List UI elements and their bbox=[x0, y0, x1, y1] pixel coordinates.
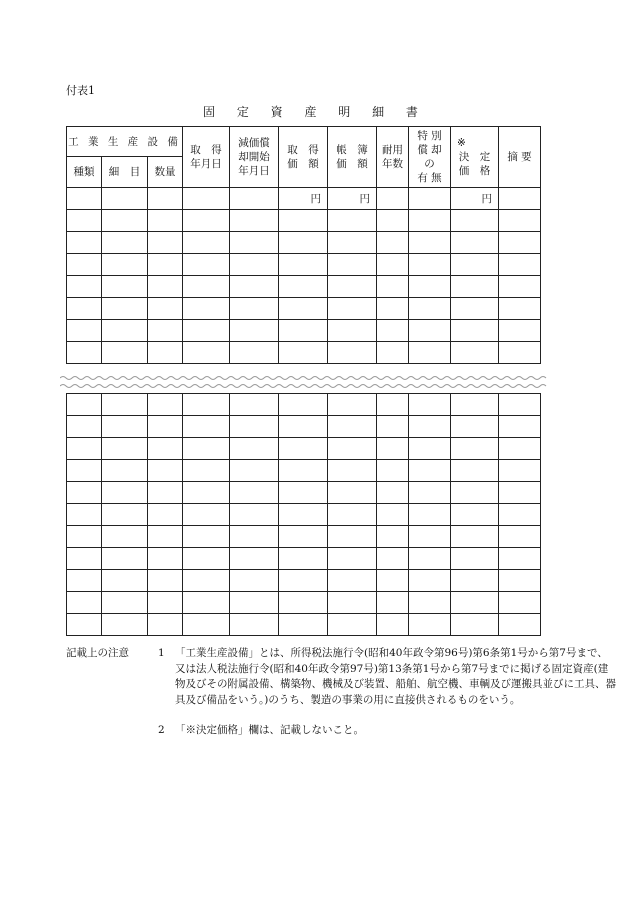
table-cell bbox=[102, 592, 148, 614]
table-cell bbox=[499, 416, 541, 438]
table-cell bbox=[183, 276, 230, 298]
table-cell bbox=[409, 394, 451, 416]
table-cell bbox=[377, 460, 409, 482]
table-cell bbox=[377, 276, 409, 298]
table-cell bbox=[183, 210, 230, 232]
table-cell bbox=[67, 614, 102, 636]
table-cell bbox=[279, 526, 328, 548]
table-cell bbox=[451, 614, 499, 636]
table-cell bbox=[67, 460, 102, 482]
notes-heading: 記載上の注意 bbox=[66, 647, 129, 659]
table-cell bbox=[183, 416, 230, 438]
table-cell bbox=[148, 438, 183, 460]
table-cell bbox=[409, 526, 451, 548]
header-special-depreciation: 特 別 償 却 の 有 無 bbox=[409, 127, 451, 188]
table-cell bbox=[230, 276, 279, 298]
table-cell bbox=[230, 438, 279, 460]
table-cell bbox=[451, 276, 499, 298]
table-cell bbox=[67, 232, 102, 254]
table-cell bbox=[451, 342, 499, 364]
table-cell bbox=[279, 232, 328, 254]
table-cell bbox=[183, 232, 230, 254]
table-cell bbox=[451, 570, 499, 592]
table-cell bbox=[499, 320, 541, 342]
table-cell bbox=[499, 504, 541, 526]
table-cell bbox=[67, 438, 102, 460]
table-cell bbox=[377, 570, 409, 592]
table-cell bbox=[148, 592, 183, 614]
table-cell bbox=[377, 254, 409, 276]
table-cell bbox=[148, 276, 183, 298]
table-cell bbox=[451, 416, 499, 438]
table-cell bbox=[230, 482, 279, 504]
table-cell bbox=[183, 438, 230, 460]
table-cell bbox=[230, 188, 279, 210]
table-cell bbox=[499, 254, 541, 276]
table-cell bbox=[148, 394, 183, 416]
table-cell bbox=[409, 232, 451, 254]
table-cell bbox=[377, 210, 409, 232]
note-item bbox=[158, 723, 618, 739]
asset-table-top bbox=[66, 126, 541, 364]
table-cell bbox=[499, 482, 541, 504]
table-cell bbox=[183, 482, 230, 504]
table-cell bbox=[230, 504, 279, 526]
table-cell bbox=[377, 592, 409, 614]
table-cell bbox=[279, 460, 328, 482]
form-label: 付表1 bbox=[66, 84, 95, 97]
table-cell bbox=[409, 482, 451, 504]
table-cell bbox=[499, 298, 541, 320]
table-cell bbox=[102, 342, 148, 364]
table-cell bbox=[279, 320, 328, 342]
table-cell bbox=[377, 438, 409, 460]
table-cell bbox=[148, 342, 183, 364]
table-cell bbox=[451, 526, 499, 548]
table-cell bbox=[499, 460, 541, 482]
table-cell bbox=[409, 210, 451, 232]
table-row bbox=[67, 298, 541, 320]
table-cell bbox=[67, 482, 102, 504]
table-break-wave bbox=[60, 372, 580, 392]
table-cell bbox=[499, 592, 541, 614]
table-cell bbox=[499, 210, 541, 232]
table-cell bbox=[230, 526, 279, 548]
table-cell bbox=[102, 416, 148, 438]
table-cell bbox=[279, 438, 328, 460]
table-row bbox=[67, 342, 541, 364]
table-cell bbox=[279, 482, 328, 504]
table-cell bbox=[102, 298, 148, 320]
table-cell bbox=[377, 482, 409, 504]
table-cell bbox=[102, 438, 148, 460]
table-cell bbox=[102, 232, 148, 254]
table-cell bbox=[230, 298, 279, 320]
table-cell bbox=[183, 592, 230, 614]
table-cell bbox=[377, 614, 409, 636]
yen-unit: 円 bbox=[279, 188, 328, 210]
table-cell bbox=[451, 394, 499, 416]
header-book-value: 帳 簿 価 額 bbox=[328, 127, 377, 188]
yen-unit: 円 bbox=[451, 188, 499, 210]
header-type: 種類 bbox=[67, 157, 102, 188]
table-cell bbox=[377, 394, 409, 416]
table-cell bbox=[67, 342, 102, 364]
table-cell bbox=[279, 548, 328, 570]
table-row bbox=[67, 592, 541, 614]
table-cell bbox=[230, 548, 279, 570]
table-cell bbox=[451, 438, 499, 460]
table-cell bbox=[67, 210, 102, 232]
asset-table-bottom bbox=[66, 393, 541, 636]
table-row bbox=[67, 482, 541, 504]
table-cell bbox=[279, 254, 328, 276]
table-cell bbox=[499, 188, 541, 210]
table-cell bbox=[328, 592, 377, 614]
table-cell bbox=[67, 504, 102, 526]
header-useful-life: 耐用 年数 bbox=[377, 127, 409, 188]
table-cell bbox=[279, 342, 328, 364]
table-cell bbox=[451, 254, 499, 276]
table-cell bbox=[279, 570, 328, 592]
table-cell bbox=[183, 548, 230, 570]
table-row bbox=[67, 416, 541, 438]
table-cell bbox=[148, 548, 183, 570]
table-cell bbox=[451, 320, 499, 342]
table-cell bbox=[409, 276, 451, 298]
table-cell bbox=[451, 592, 499, 614]
table-cell bbox=[499, 394, 541, 416]
table-cell bbox=[67, 548, 102, 570]
table-cell bbox=[377, 548, 409, 570]
table-cell bbox=[377, 416, 409, 438]
table-cell bbox=[499, 438, 541, 460]
table-cell bbox=[279, 276, 328, 298]
table-cell bbox=[183, 254, 230, 276]
table-cell bbox=[377, 298, 409, 320]
table-cell bbox=[67, 320, 102, 342]
table-cell bbox=[102, 394, 148, 416]
table-cell bbox=[148, 298, 183, 320]
table-cell bbox=[230, 342, 279, 364]
note-text: 「※決定価格」欄は、記載しないこと。 bbox=[175, 724, 364, 736]
table-cell bbox=[328, 320, 377, 342]
table-cell bbox=[183, 320, 230, 342]
table-cell bbox=[148, 320, 183, 342]
table-row bbox=[67, 438, 541, 460]
table-cell bbox=[409, 342, 451, 364]
table-cell bbox=[377, 188, 409, 210]
table-cell bbox=[328, 438, 377, 460]
table-cell bbox=[409, 320, 451, 342]
table-cell bbox=[230, 254, 279, 276]
table-cell bbox=[148, 254, 183, 276]
table-row bbox=[67, 276, 541, 298]
table-row bbox=[67, 504, 541, 526]
table-cell bbox=[377, 232, 409, 254]
table-cell bbox=[328, 298, 377, 320]
header-depreciation-start: 減価償 却開始 年月日 bbox=[230, 127, 279, 188]
table-cell bbox=[230, 416, 279, 438]
table-row bbox=[67, 570, 541, 592]
table-cell bbox=[102, 526, 148, 548]
table-cell bbox=[499, 614, 541, 636]
table-cell bbox=[102, 614, 148, 636]
table-cell bbox=[102, 210, 148, 232]
header-detail: 細 目 bbox=[102, 157, 148, 188]
table-cell bbox=[328, 416, 377, 438]
table-cell bbox=[451, 298, 499, 320]
table-cell bbox=[377, 320, 409, 342]
table-cell bbox=[328, 394, 377, 416]
table-row bbox=[67, 394, 541, 416]
table-cell bbox=[499, 276, 541, 298]
table-cell bbox=[183, 394, 230, 416]
table-cell bbox=[328, 342, 377, 364]
table-row bbox=[67, 614, 541, 636]
table-cell bbox=[451, 482, 499, 504]
header-decided-price: ※ 決 定 価 格 bbox=[451, 127, 499, 188]
table-cell bbox=[148, 614, 183, 636]
table-cell bbox=[328, 548, 377, 570]
table-cell bbox=[328, 614, 377, 636]
table-cell bbox=[409, 298, 451, 320]
table-cell bbox=[183, 570, 230, 592]
table-cell bbox=[102, 482, 148, 504]
table-cell bbox=[377, 526, 409, 548]
table-cell bbox=[328, 504, 377, 526]
table-cell bbox=[183, 504, 230, 526]
table-cell bbox=[230, 570, 279, 592]
table-row bbox=[67, 232, 541, 254]
table-cell bbox=[102, 320, 148, 342]
table-cell bbox=[328, 210, 377, 232]
table-cell bbox=[328, 482, 377, 504]
table-cell bbox=[102, 188, 148, 210]
table-cell bbox=[451, 210, 499, 232]
table-row bbox=[67, 210, 541, 232]
header-remarks: 摘 要 bbox=[499, 127, 541, 188]
table-cell bbox=[148, 416, 183, 438]
table-cell bbox=[328, 570, 377, 592]
table-cell bbox=[67, 592, 102, 614]
table-cell bbox=[328, 460, 377, 482]
table-cell bbox=[230, 394, 279, 416]
table-row bbox=[67, 548, 541, 570]
table-cell bbox=[102, 460, 148, 482]
table-cell bbox=[409, 504, 451, 526]
table-cell bbox=[183, 188, 230, 210]
table-cell bbox=[183, 526, 230, 548]
table-cell bbox=[409, 548, 451, 570]
table-cell bbox=[148, 232, 183, 254]
table-cell bbox=[67, 254, 102, 276]
header-acquisition-price: 取 得 価 額 bbox=[279, 127, 328, 188]
table-cell bbox=[279, 416, 328, 438]
table-cell bbox=[328, 276, 377, 298]
table-cell bbox=[230, 320, 279, 342]
table-cell bbox=[102, 548, 148, 570]
table-cell bbox=[67, 298, 102, 320]
note-text: 「工業生産設備」とは、所得税法施行令(昭和40年政令第96号)第6条第1号から第7号まで、又は法人税法施行令(昭和40年政令第97号)第13条第1号から第7号までに掲げる固定資産(建物及びその附属設備、構築物、機械及び装置、船舶、航空機、車輌及び運搬具並びに工具、器具及び備品をいう。)のうち、製造の事業の用に直接供されるものをいう。 bbox=[175, 647, 616, 706]
table-cell bbox=[499, 548, 541, 570]
table-cell bbox=[67, 394, 102, 416]
table-cell bbox=[409, 416, 451, 438]
table-cell bbox=[67, 276, 102, 298]
yen-unit: 円 bbox=[328, 188, 377, 210]
table-cell bbox=[230, 210, 279, 232]
table-cell bbox=[409, 254, 451, 276]
table-cell bbox=[148, 460, 183, 482]
header-industrial-equipment: 工 業 生 産 設 備 bbox=[67, 127, 183, 157]
note-number: 2 bbox=[158, 724, 165, 736]
table-cell bbox=[409, 438, 451, 460]
table-cell bbox=[102, 276, 148, 298]
table-cell bbox=[183, 298, 230, 320]
table-cell bbox=[230, 592, 279, 614]
table-cell bbox=[148, 482, 183, 504]
note-item bbox=[158, 646, 618, 708]
table-cell bbox=[230, 614, 279, 636]
table-cell bbox=[279, 394, 328, 416]
table-cell bbox=[451, 232, 499, 254]
header-acquisition-date: 取 得 年月日 bbox=[183, 127, 230, 188]
table-cell bbox=[148, 188, 183, 210]
table-cell bbox=[377, 504, 409, 526]
table-row bbox=[67, 188, 541, 210]
table-row bbox=[67, 460, 541, 482]
table-cell bbox=[451, 460, 499, 482]
table-cell bbox=[328, 254, 377, 276]
table-row bbox=[67, 526, 541, 548]
table-cell bbox=[67, 188, 102, 210]
table-cell bbox=[148, 526, 183, 548]
table-cell bbox=[230, 460, 279, 482]
table-cell bbox=[67, 570, 102, 592]
table-cell bbox=[409, 460, 451, 482]
table-cell bbox=[279, 210, 328, 232]
table-cell bbox=[102, 570, 148, 592]
table-cell bbox=[451, 504, 499, 526]
page-title: 固 定 資 産 明 細 書 bbox=[203, 105, 427, 119]
table-cell bbox=[183, 460, 230, 482]
table-cell bbox=[409, 614, 451, 636]
table-cell bbox=[499, 526, 541, 548]
table-cell bbox=[279, 298, 328, 320]
table-cell bbox=[67, 526, 102, 548]
table-cell bbox=[67, 416, 102, 438]
table-cell bbox=[230, 232, 279, 254]
note-number: 1 bbox=[158, 647, 165, 659]
table-cell bbox=[279, 592, 328, 614]
table-cell bbox=[183, 342, 230, 364]
table-cell bbox=[328, 526, 377, 548]
table-cell bbox=[102, 504, 148, 526]
table-cell bbox=[499, 570, 541, 592]
table-cell bbox=[148, 210, 183, 232]
table-row bbox=[67, 254, 541, 276]
table-cell bbox=[499, 342, 541, 364]
table-cell bbox=[409, 592, 451, 614]
table-cell bbox=[183, 614, 230, 636]
table-cell bbox=[279, 614, 328, 636]
table-cell bbox=[102, 254, 148, 276]
table-cell bbox=[409, 188, 451, 210]
header-quantity: 数量 bbox=[148, 157, 183, 188]
table-cell bbox=[499, 232, 541, 254]
table-cell bbox=[377, 342, 409, 364]
table-cell bbox=[279, 504, 328, 526]
table-cell bbox=[328, 232, 377, 254]
table-row bbox=[67, 320, 541, 342]
table-cell bbox=[148, 504, 183, 526]
table-cell bbox=[409, 570, 451, 592]
table-cell bbox=[148, 570, 183, 592]
table-cell bbox=[451, 548, 499, 570]
